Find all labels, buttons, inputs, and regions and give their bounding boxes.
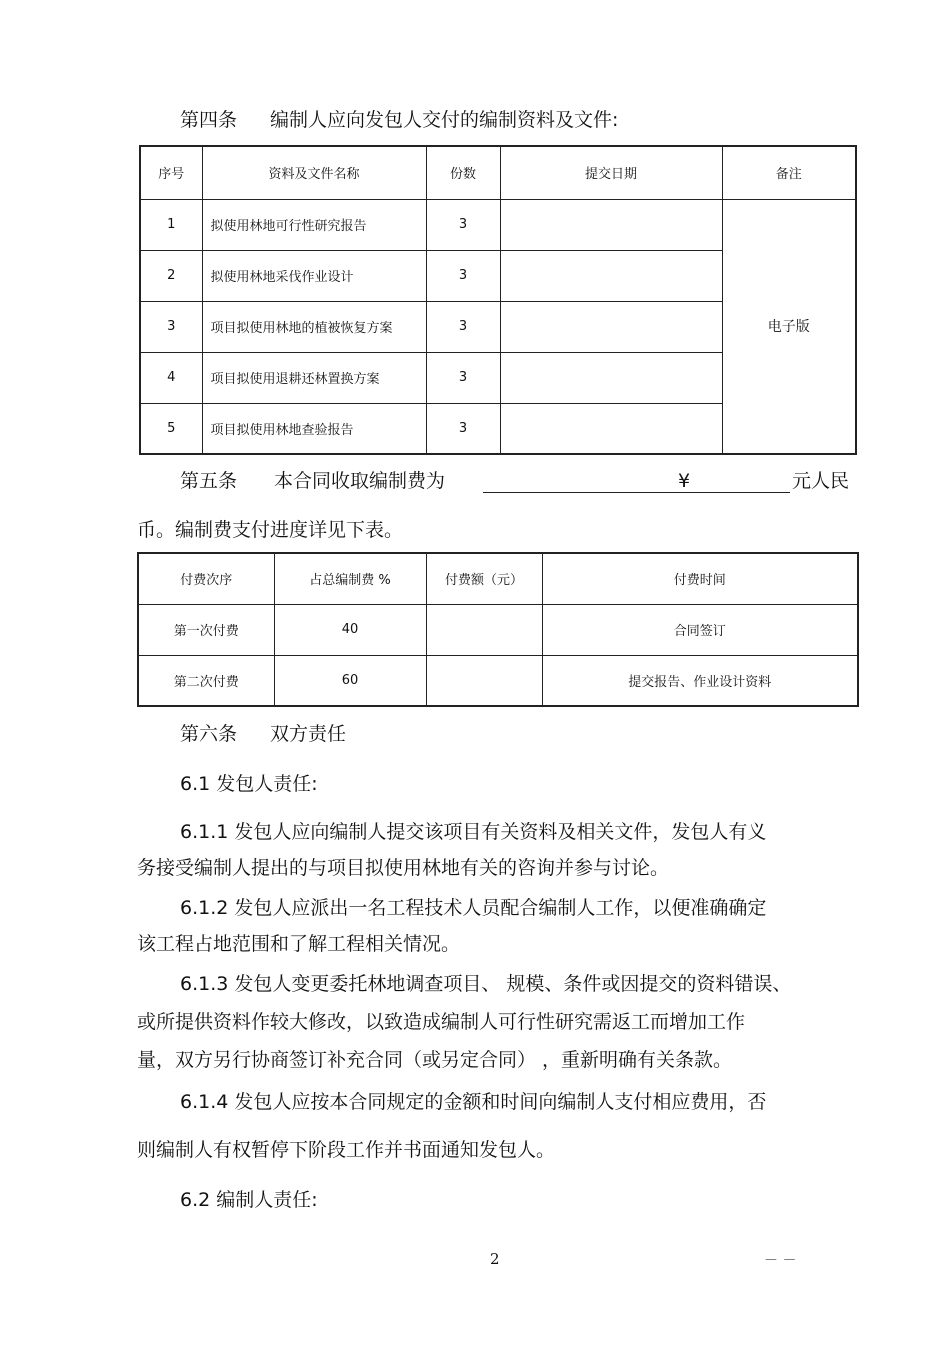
clause-6-1-4-line1: 6.1.4 发包人应按本合同规定的金额和时间向编制人支付相应费用，否 — [180, 1091, 767, 1113]
clause-6-1-3-line1: 6.1.3 发包人变更委托林地调查项目、 规模、条件或因提交的资料错误、 — [180, 973, 792, 995]
cell-name: 项目拟使用退耕还林置换方案 — [202, 352, 426, 403]
article4-label: 第四条 — [180, 109, 238, 131]
article4-text: 编制人应向发包人交付的编制资料及文件: — [270, 109, 619, 131]
cell-no: 4 — [140, 352, 202, 403]
cell-date — [500, 250, 722, 301]
header-remark: 备注 — [722, 146, 856, 199]
cell-name: 拟使用林地采伐作业设计 — [202, 250, 426, 301]
header-copies: 份数 — [426, 146, 500, 199]
article5-line2: 币。编制费支付进度详见下表。 — [137, 519, 404, 541]
clause-6-1-3-line3: 量，双方另行协商签订补充合同（或另定合同） ，重新明确有关条款。 — [137, 1049, 733, 1071]
cell-copies: 3 — [426, 403, 500, 454]
clause-6-1-4-line2: 则编制人有权暂停下阶段工作并书面通知发包人。 — [137, 1139, 556, 1161]
cell-no: 3 — [140, 301, 202, 352]
clause-6-1-2-line2: 该工程占地范围和了解工程相关情况。 — [137, 933, 461, 955]
deliverables-table — [139, 145, 857, 455]
cell-name: 拟使用林地可行性研究报告 — [202, 199, 426, 250]
section-6-1-title: 6.1 发包人责任: — [180, 773, 318, 795]
cell-date — [500, 403, 722, 454]
header-date: 提交日期 — [500, 146, 722, 199]
cell-no: 2 — [140, 250, 202, 301]
footer-marks: － － — [764, 1253, 797, 1269]
table-row — [138, 655, 858, 706]
clause-6-1-2-line1: 6.1.2 发包人应派出一名工程技术人员配合编制人工作，以便准确确定 — [180, 897, 767, 919]
article5-text: 本合同收取编制费为 — [274, 470, 446, 492]
cell-date — [500, 301, 722, 352]
cell-copies: 3 — [426, 352, 500, 403]
table-row — [138, 604, 858, 655]
article6-label: 第六条 — [180, 723, 238, 745]
cell-name: 项目拟使用林地的植被恢复方案 — [202, 301, 426, 352]
table-row — [140, 199, 856, 250]
cell-order: 第一次付费 — [138, 604, 274, 655]
header-no: 序号 — [140, 146, 202, 199]
cell-remark: 电子版 — [722, 199, 856, 454]
cell-time: 提交报告、作业设计资料 — [542, 655, 858, 706]
cell-time: 合同签订 — [542, 604, 858, 655]
cell-amount — [426, 604, 542, 655]
cell-copies: 3 — [426, 250, 500, 301]
clause-6-1-1-line2: 务接受编制人提出的与项目拟使用林地有关的咨询并参与讨论。 — [137, 857, 670, 879]
page-number: 2 — [490, 1250, 500, 1268]
table-header-row — [140, 146, 856, 199]
section-6-2-title: 6.2 编制人责任: — [180, 1189, 318, 1211]
currency-symbol: ¥ — [678, 470, 691, 492]
cell-date — [500, 352, 722, 403]
cell-no: 5 — [140, 403, 202, 454]
cell-percent: 60 — [274, 655, 426, 706]
cell-amount — [426, 655, 542, 706]
cell-name: 项目拟使用林地查验报告 — [202, 403, 426, 454]
cell-date — [500, 199, 722, 250]
article6-text: 双方责任 — [270, 723, 347, 745]
cell-copies: 3 — [426, 199, 500, 250]
clause-6-1-3-line2: 或所提供资料作较大修改，以致造成编制人可行性研究需返工而增加工作 — [137, 1011, 746, 1033]
cell-order: 第二次付费 — [138, 655, 274, 706]
cell-copies: 3 — [426, 301, 500, 352]
article5-unit: 元人民 — [792, 470, 850, 492]
header-percent: 占总编制费 % — [274, 553, 426, 604]
header-time: 付费时间 — [542, 553, 858, 604]
header-amount: 付费额（元） — [426, 553, 542, 604]
table-header-row — [138, 553, 858, 604]
clause-6-1-1-line1: 6.1.1 发包人应向编制人提交该项目有关资料及相关文件，发包人有义 — [180, 821, 767, 843]
article5-label: 第五条 — [180, 470, 238, 492]
fee-amount-underline — [483, 492, 790, 493]
header-name: 资料及文件名称 — [202, 146, 426, 199]
cell-percent: 40 — [274, 604, 426, 655]
header-order: 付费次序 — [138, 553, 274, 604]
payment-table — [137, 552, 859, 707]
cell-no: 1 — [140, 199, 202, 250]
